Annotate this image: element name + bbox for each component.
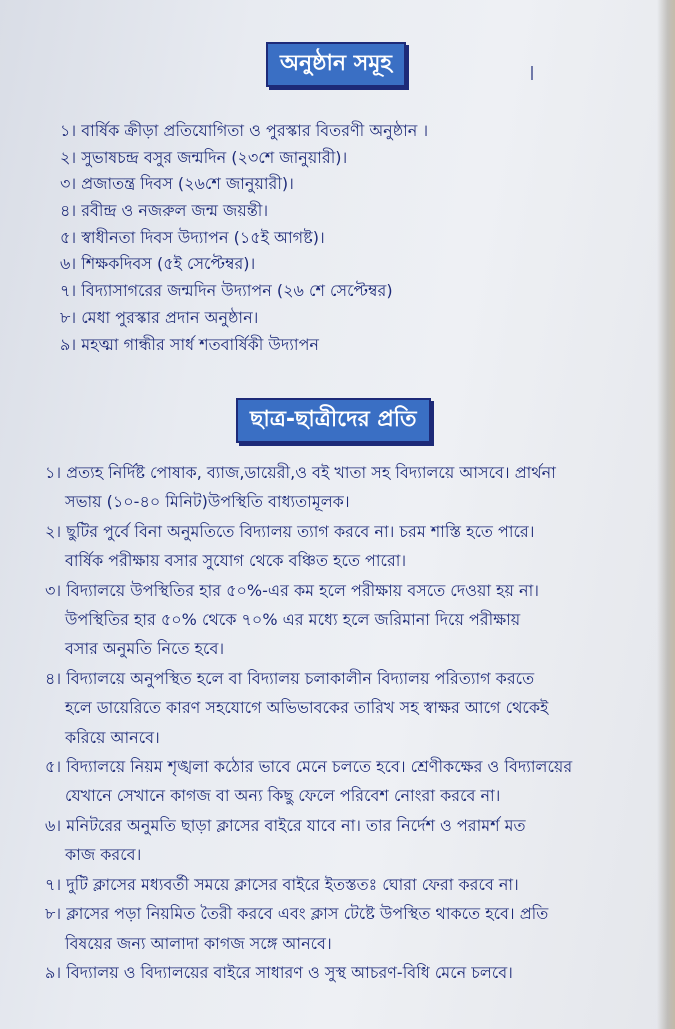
rule-item [45,752,653,811]
rule-line: ৯। বিদ্যালয় ও বিদ্যালয়ের বাইরে সাধারণ ও সুস্থ আচরণ-বিধি মেনে চলবে। [45,962,513,982]
rule-item [45,576,653,664]
event-item: ১। বার্ষিক ক্রীড়া প্রতিযোগিতা ও পুরস্কার বিতরণী অনুষ্ঠান । [60,121,429,140]
rule-line: ৩। বিদ্যালয়ে উপস্থিতির হার ৫০%-এর কম হলে পরীক্ষায় বসতে দেওয়া হয় না। [45,580,539,600]
rule-item [45,870,653,899]
rule-item [45,664,653,752]
rule-line: যেখানে সেখানে কাগজ বা অন্য কিছু ফেলে পরিবেশ নোংরা করবে না। [65,786,501,806]
pen-mark [531,66,533,80]
rule-line: ৫। বিদ্যালয়ে নিয়ম শৃঙ্খলা কঠোর ভাবে মেনে চলতে হবে। শ্রেণীকক্ষের ও বিদ্যালয়ের [45,757,573,777]
rule-line: উপস্থিতির হার ৫০% থেকে ৭০% এর মধ্যে হলে জরিমানা দিয়ে পরীক্ষায় [65,610,521,630]
rule-line: কাজ করবে। [65,845,142,865]
rule-line: ৬। মনিটরের অনুমতি ছাড়া ক্লাসের বাইরে যাবে না। তার নির্দেশ ও পরামর্শ মত [45,815,526,835]
event-item: ৩। প্রজাতন্ত্র দিবস (২৬শে জানুয়ারী)। [60,174,294,194]
event-item: ৬। শিক্ষকদিবস (৫ই সেপ্টেম্বর)। [60,254,256,274]
rule-item [45,517,653,576]
event-item: ৭। বিদ্যাসাগরের জন্মদিন উদ্যাপন (২৬ শে সেপ্টেম্বর) [60,281,393,301]
rule-item [45,458,653,517]
student-rules-heading: ছাত্র-ছাত্রীদের প্রতি [236,398,431,443]
rule-line: ১। প্রত্যহ নির্দিষ্ট পোষাক, ব্যাজ,ডায়েরী,ও বই খাতা সহ বিদ্যালয়ে আসবে। প্রার্থনা [45,463,556,482]
event-item: ৫। স্বাধীনতা দিবস উদ্যাপন (১৫ই আগষ্ট)। [60,227,325,247]
rule-item [45,899,653,958]
event-item: ৪। রবীন্দ্র ও নজরুল জন্ম জয়ন্তী। [60,201,269,221]
rule-item [45,811,653,870]
rule-line: হলে ডায়েরিতে কারণ সহযোগে অভিভাবকের তারিখ সহ স্বাক্ষর আগে থেকেই [65,698,549,718]
rule-line: ২। ছুটির পুর্বে বিনা অনুমতিতে বিদ্যালয় ত্যাগ করবে না। চরম শাস্তি হতে পারে। [45,521,535,541]
events-heading: অনুষ্ঠান সমূহ [266,42,406,87]
rules-list [45,458,653,987]
rule-item [45,958,653,987]
rule-line: করিয়ে আনবে। [65,727,160,747]
rule-line: বসার অনুমতি নিতে হবে। [65,639,225,659]
rule-line: ৪। বিদ্যালয়ে অনুপস্থিত হলে বা বিদ্যালয় চলাকালীন বিদ্যালয় পরিত্যাগ করতে [45,668,535,688]
events-list [60,118,620,358]
rule-line: বিষয়ের জন্য আলাদা কাগজ সঙ্গে আনবে। [65,933,332,953]
rule-line: বার্ষিক পরীক্ষায় বসার সুযোগ থেকে বঞ্চিত হতে পারো। [65,551,407,571]
event-item: ৯। মহত্মা গান্ধীর সার্ধ শতবার্ষিকী উদ্যাপন [60,334,319,354]
rule-line: ৮। ক্লাসের পড়া নিয়মিত তৈরী করবে এবং ক্লাস টেষ্টে উপস্থিত থাকতে হবে। প্রতি [45,904,549,924]
event-item: ৮। মেধা পুরস্কার প্রদান অনুষ্ঠান। [60,307,259,327]
rule-line: সভায় (১০-৪০ মিনিট)উপস্থিতি বাধ্যতামূলক। [65,492,350,512]
page-edge-shadow [657,0,675,1029]
event-item: ২। সুভাষচন্দ্র বসুর জন্মদিন (২৩শে জানুয়ারী)। [60,147,348,167]
rule-line: ৭। দুটি ক্লাসের মধ্যবর্তী সময়ে ক্লাসের বাইরে ইতস্ততঃ ঘোরা ফেরা করবে না। [45,874,519,894]
